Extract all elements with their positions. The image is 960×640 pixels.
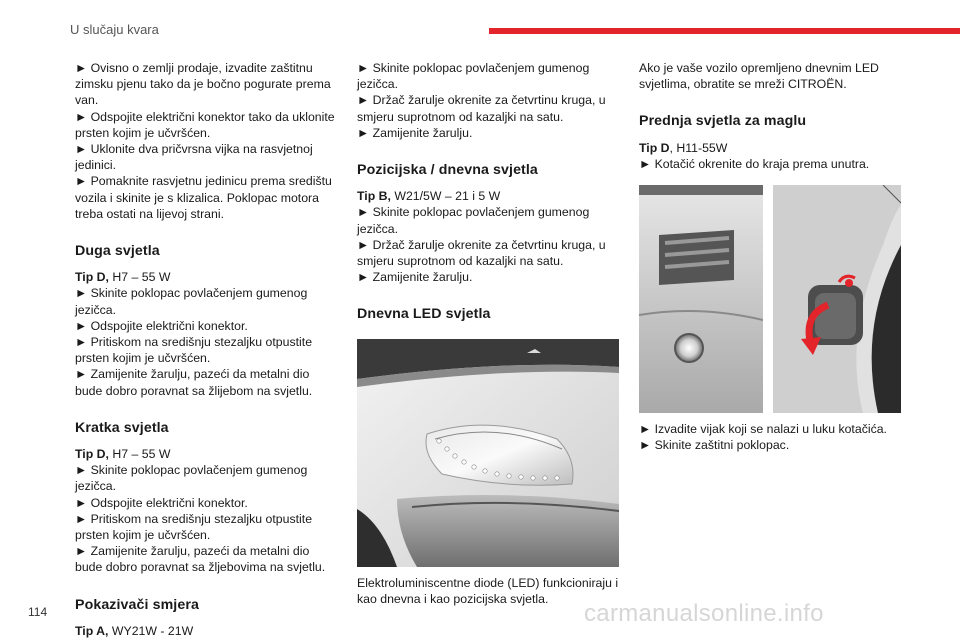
bulb-type-value: W21/5W – 21 i 5 W bbox=[390, 189, 501, 204]
header-accent-bar bbox=[489, 28, 960, 34]
instruction-step: ► Pritiskom na središnju stezaljku otpustite prsten kojim je učvršćen. bbox=[75, 335, 313, 366]
instruction-step: ► Ovisno o zemlji prodaje, izvadite zaštitnu zimsku pjenu tako da je bočno pogurate prema van. bbox=[75, 61, 331, 108]
bulb-spec bbox=[639, 140, 901, 156]
section-heading-magla: Prednja svjetla za maglu bbox=[639, 113, 807, 130]
bulb-type-value: , H11-55W bbox=[669, 140, 728, 155]
image-caption: Elektroluminiscentne diode (LED) funkcioniraju i kao dnevna i kao pozicijska svjetla. bbox=[357, 575, 619, 606]
column-3 bbox=[639, 60, 901, 453]
section-heading-kratka: Kratka svjetla bbox=[75, 419, 169, 436]
section-heading-duga: Duga svjetla bbox=[75, 243, 160, 260]
bulb-type-label: Tip D bbox=[639, 140, 670, 155]
instruction-step: ► Skinite poklopac povlačenjem gumenog jezičca. bbox=[357, 61, 590, 92]
screw-marker bbox=[845, 279, 853, 287]
led-headlamp-illustration bbox=[357, 339, 619, 567]
instruction-step: ► Izvadite vijak koji se nalazi u luku kotačića. bbox=[639, 422, 887, 437]
instruction-step: ► Odspojite električni konektor. bbox=[75, 318, 248, 333]
instruction-step: ► Zamijenite žarulju, pazeći da metalni dio bude dobro poravnat sa žljebovima na svjetlu. bbox=[75, 544, 326, 575]
bulb-type-label: Tip A, bbox=[75, 623, 109, 638]
bulb-type-value: H7 – 55 W bbox=[108, 270, 171, 285]
watermark: carmanualsonline.info bbox=[584, 600, 824, 627]
section-heading-pokazivaci: Pokazivači smjera bbox=[75, 596, 199, 613]
section-heading-led: Dnevna LED svjetla bbox=[357, 306, 491, 323]
bulb-spec bbox=[75, 269, 337, 285]
instruction-step: ► Odspojite električni konektor. bbox=[75, 495, 248, 510]
bulb-spec bbox=[75, 446, 337, 462]
instruction-step: ► Pritiskom na središnju stezaljku otpustite prsten kojim je učvršćen. bbox=[75, 511, 313, 543]
instruction-step: ► Zamijenite žarulju. bbox=[357, 125, 473, 140]
bulb-type-label: Tip B, bbox=[357, 189, 391, 204]
instruction-step: ► Odspojite električni konektor tako da uklonite prsten kojim je učvršćen. bbox=[75, 109, 335, 140]
bulb-type-label: Tip D, bbox=[75, 270, 109, 285]
bulb-type-label: Tip D, bbox=[75, 447, 109, 462]
page-number: 114 bbox=[28, 605, 48, 619]
info-text: Ako je vaše vozilo opremljeno dnevnim LED svjetlima, obratite se mreži CITROËN. bbox=[639, 61, 879, 92]
instruction-step: ► Kotačić okrenite do kraja prema unutra. bbox=[639, 156, 870, 171]
instruction-step: ► Zamijenite žarulju, pazeći da metalni dio bude dobro poravnat sa žlijebom na svjetlu. bbox=[75, 367, 313, 398]
fog-lamp bbox=[675, 334, 703, 362]
grille-vent bbox=[659, 230, 734, 285]
bulb-type-value: H7 – 55 W bbox=[108, 447, 171, 462]
instruction-step: ► Skinite poklopac povlačenjem gumenog jezičca. bbox=[75, 286, 308, 317]
instruction-step: ► Zamijenite žarulju. bbox=[357, 270, 473, 285]
instruction-step: ► Skinite poklopac povlačenjem gumenog jezičca. bbox=[75, 463, 308, 494]
section-heading-pozicijska: Pozicijska / dnevna svjetla bbox=[357, 162, 538, 179]
instruction-step: ► Držač žarulje okrenite za četvrtinu kruga, u smjeru suprotnom od kazaljki na satu. bbox=[357, 237, 606, 269]
instruction-step: ► Uklonite dva pričvrsna vijka na rasvjetnoj jedinici. bbox=[75, 142, 313, 173]
column-1 bbox=[75, 60, 337, 639]
instruction-step: ► Skinite poklopac povlačenjem gumenog jezičca. bbox=[357, 205, 590, 236]
instruction-step: ► Pomaknite rasvjetnu jedinicu prema središtu vozila i skinite je s klizalica. Poklopac motora treba ostati na lijevoj strani. bbox=[75, 174, 332, 221]
bulb-type-value: WY21W - 21W bbox=[108, 623, 194, 638]
bulb-spec bbox=[357, 188, 619, 204]
chapter-title: U slučaju kvara bbox=[70, 22, 159, 37]
instruction-step: ► Skinite zaštitni poklopac. bbox=[639, 438, 790, 453]
instruction-step: ► Držač žarulje okrenite za četvrtinu kruga, u smjeru suprotnom od kazaljki na satu. bbox=[357, 93, 606, 124]
bulb-spec bbox=[75, 623, 337, 639]
wheel-arch-illustration bbox=[773, 185, 901, 413]
fog-lamp-illustration bbox=[639, 185, 763, 413]
column-2 bbox=[357, 60, 619, 607]
fog-lamp-images bbox=[639, 185, 901, 413]
